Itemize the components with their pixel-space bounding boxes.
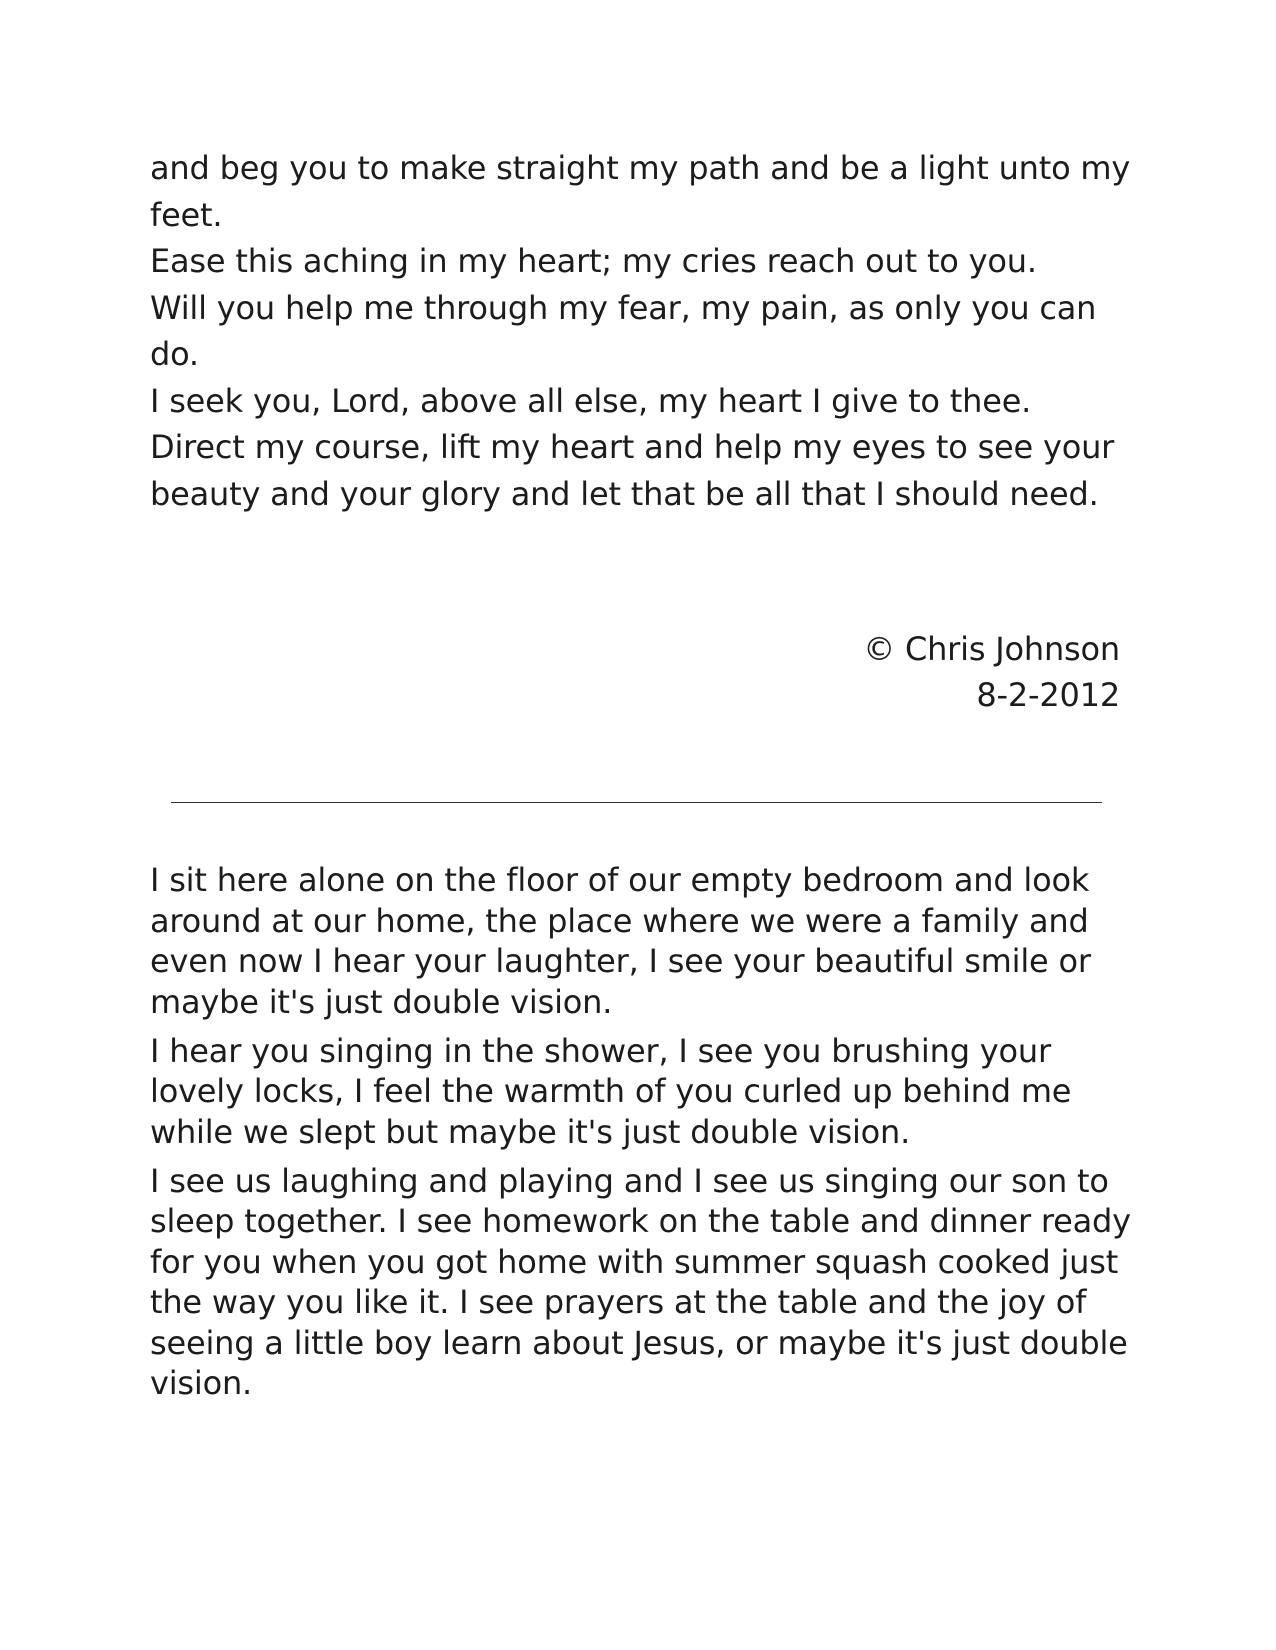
author-credit: © Chris Johnson xyxy=(863,630,1120,668)
poem-line: Direct my course, lift my heart and help my eyes to see your beauty and your glory and let that be all that I should need. xyxy=(150,428,1115,513)
poem-top-section xyxy=(150,145,1135,517)
poem-line: and beg you to make straight my path and be a light unto my feet. xyxy=(150,149,1131,234)
signature-block xyxy=(863,626,1120,718)
poem-bottom-section xyxy=(150,860,1135,1412)
poem-line: Ease this aching in my heart; my cries reach out to you. xyxy=(150,242,1037,280)
poem-line: I seek you, Lord, above all else, my heart I give to thee. xyxy=(150,381,1032,420)
signature-date: 8-2-2012 xyxy=(976,676,1120,714)
poem-paragraph: I sit here alone on the floor of our empty bedroom and look around at our home, the place where we were a family and even now I hear your laughter, I see your beautiful smile or maybe it's just double vision. xyxy=(150,861,1091,1021)
poem-paragraph: I see us laughing and playing and I see us singing our son to sleep together. I see homework on the table and dinner ready for you when you got home with summer squash cooked just the way you like it. I see prayers at the table and the joy of seeing a little boy learn about Jesus, or maybe it's just double vision. xyxy=(150,1161,1131,1402)
poem-paragraph: I hear you singing in the shower, I see you brushing your lovely locks, I feel the warmth of you curled up behind me while we slept but maybe it's just double vision. xyxy=(150,1031,1072,1151)
section-divider xyxy=(171,802,1102,803)
poem-line: Will you help me through my fear, my pain, as only you can do. xyxy=(150,288,1097,373)
